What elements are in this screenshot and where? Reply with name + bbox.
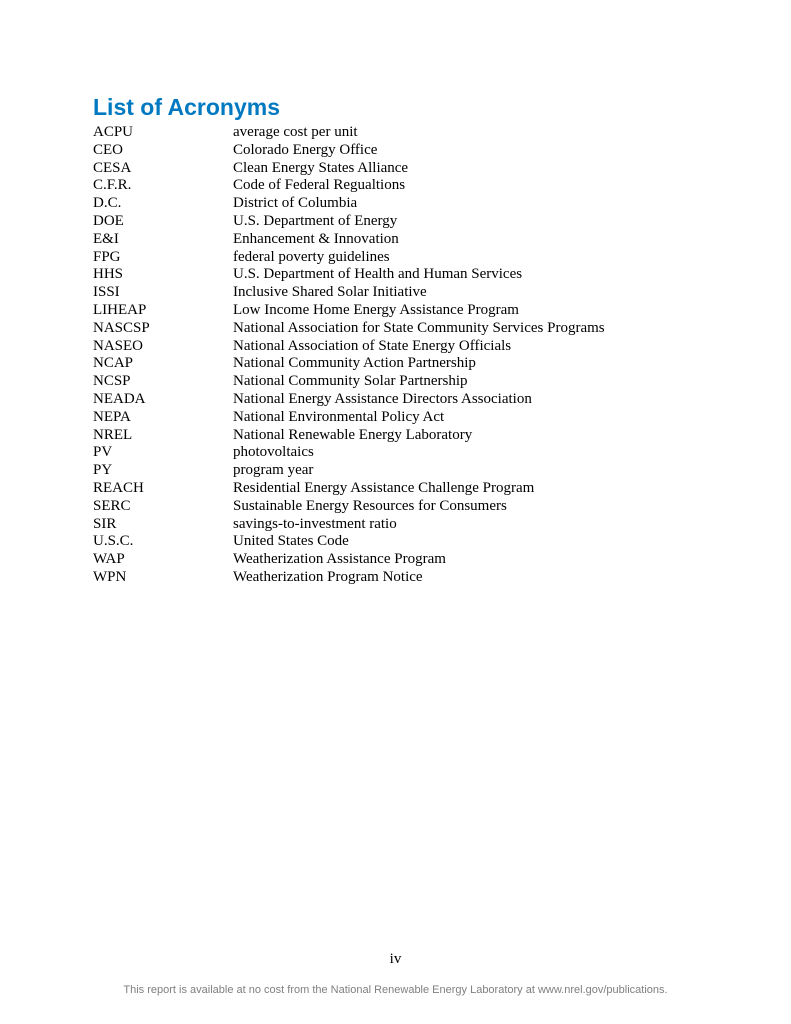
acronym-definition: National Community Action Partnership (233, 355, 476, 372)
acronym-row (93, 266, 733, 284)
acronym-term: LIHEAP (93, 301, 147, 318)
acronym-term: CEO (93, 141, 123, 158)
acronym-row (93, 160, 733, 178)
acronym-term: WAP (93, 551, 125, 568)
acronym-definition: Inclusive Shared Solar Initiative (233, 284, 427, 301)
acronym-definition: Clean Energy States Alliance (233, 159, 409, 176)
acronym-definition: National Association of State Energy Officials (233, 337, 512, 354)
acronym-row (93, 355, 733, 373)
acronym-row (93, 409, 733, 427)
acronym-definition: Low Income Home Energy Assistance Program (233, 301, 519, 318)
acronym-row (93, 320, 733, 338)
acronym-term: NCAP (93, 355, 134, 372)
acronym-term: FPG (93, 248, 121, 265)
page-title: List of Acronyms (93, 94, 281, 120)
acronym-row (93, 373, 733, 391)
acronym-definition: savings-to-investment ratio (233, 515, 397, 532)
acronym-row (93, 142, 733, 160)
acronym-term: SERC (93, 497, 131, 514)
acronym-term: SIR (93, 515, 117, 532)
acronym-definition: Colorado Energy Office (233, 141, 378, 158)
acronym-term: C.F.R. (93, 177, 132, 194)
acronym-row (93, 444, 733, 462)
acronym-row (93, 177, 733, 195)
acronym-row (93, 338, 733, 356)
acronym-definition: National Energy Assistance Directors Association (233, 390, 532, 407)
acronym-definition: United States Code (233, 533, 349, 550)
acronym-term: NASCSP (93, 319, 150, 336)
acronym-term: NASEO (93, 337, 144, 354)
acronym-definition: Residential Energy Assistance Challenge Program (233, 479, 535, 496)
acronym-row (93, 124, 733, 142)
acronym-definition: National Community Solar Partnership (233, 373, 468, 390)
footer-note: This report is available at no cost from the National Renewable Energy Laboratory at www.nrel.gov/publications. (123, 984, 668, 996)
acronym-term: NEADA (93, 390, 146, 407)
acronym-row (93, 462, 733, 480)
acronym-row (93, 195, 733, 213)
acronym-definition: Weatherization Program Notice (233, 568, 423, 585)
acronym-definition: Enhancement & Innovation (233, 230, 399, 247)
acronym-row (93, 302, 733, 320)
acronym-row (93, 427, 733, 445)
acronym-term: HHS (93, 266, 124, 283)
acronym-definition: federal poverty guidelines (233, 248, 390, 265)
acronym-definition: U.S. Department of Energy (233, 212, 398, 229)
acronym-row (93, 249, 733, 267)
acronym-row (93, 551, 733, 569)
acronym-definition: photovoltaics (233, 444, 314, 461)
acronym-list (93, 124, 733, 587)
acronym-row (93, 480, 733, 498)
acronym-term: E&I (93, 230, 119, 247)
acronym-definition: average cost per unit (233, 124, 358, 140)
acronym-row (93, 569, 733, 587)
acronym-row (93, 213, 733, 231)
acronym-definition: National Environmental Policy Act (233, 408, 445, 425)
acronym-term: U.S.C. (93, 533, 134, 550)
acronym-row (93, 391, 733, 409)
acronym-definition: Sustainable Energy Resources for Consumers (233, 497, 507, 514)
acronym-row (93, 498, 733, 516)
acronym-term: PY (93, 462, 113, 479)
acronym-term: REACH (93, 479, 144, 496)
acronym-definition: program year (233, 462, 314, 479)
acronym-term: NREL (93, 426, 133, 443)
acronym-term: ACPU (93, 124, 134, 140)
acronym-row (93, 284, 733, 302)
acronym-term: PV (93, 444, 113, 461)
acronym-row (93, 516, 733, 534)
acronym-row (93, 231, 733, 249)
acronym-term: D.C. (93, 195, 122, 212)
acronym-term: DOE (93, 212, 124, 229)
acronym-definition: District of Columbia (233, 195, 358, 212)
page-number: iv (389, 951, 402, 967)
acronym-term: ISSI (93, 284, 120, 301)
acronym-definition: U.S. Department of Health and Human Services (233, 266, 523, 283)
acronym-row (93, 533, 733, 551)
acronym-term: NCSP (93, 373, 131, 390)
acronym-term: WPN (93, 568, 127, 585)
acronym-definition: National Association for State Community Services Programs (233, 319, 605, 336)
acronym-term: CESA (93, 159, 132, 176)
acronym-definition: National Renewable Energy Laboratory (233, 426, 473, 443)
acronym-definition: Weatherization Assistance Program (233, 551, 446, 568)
acronym-definition: Code of Federal Regualtions (233, 177, 406, 194)
acronym-term: NEPA (93, 408, 131, 425)
